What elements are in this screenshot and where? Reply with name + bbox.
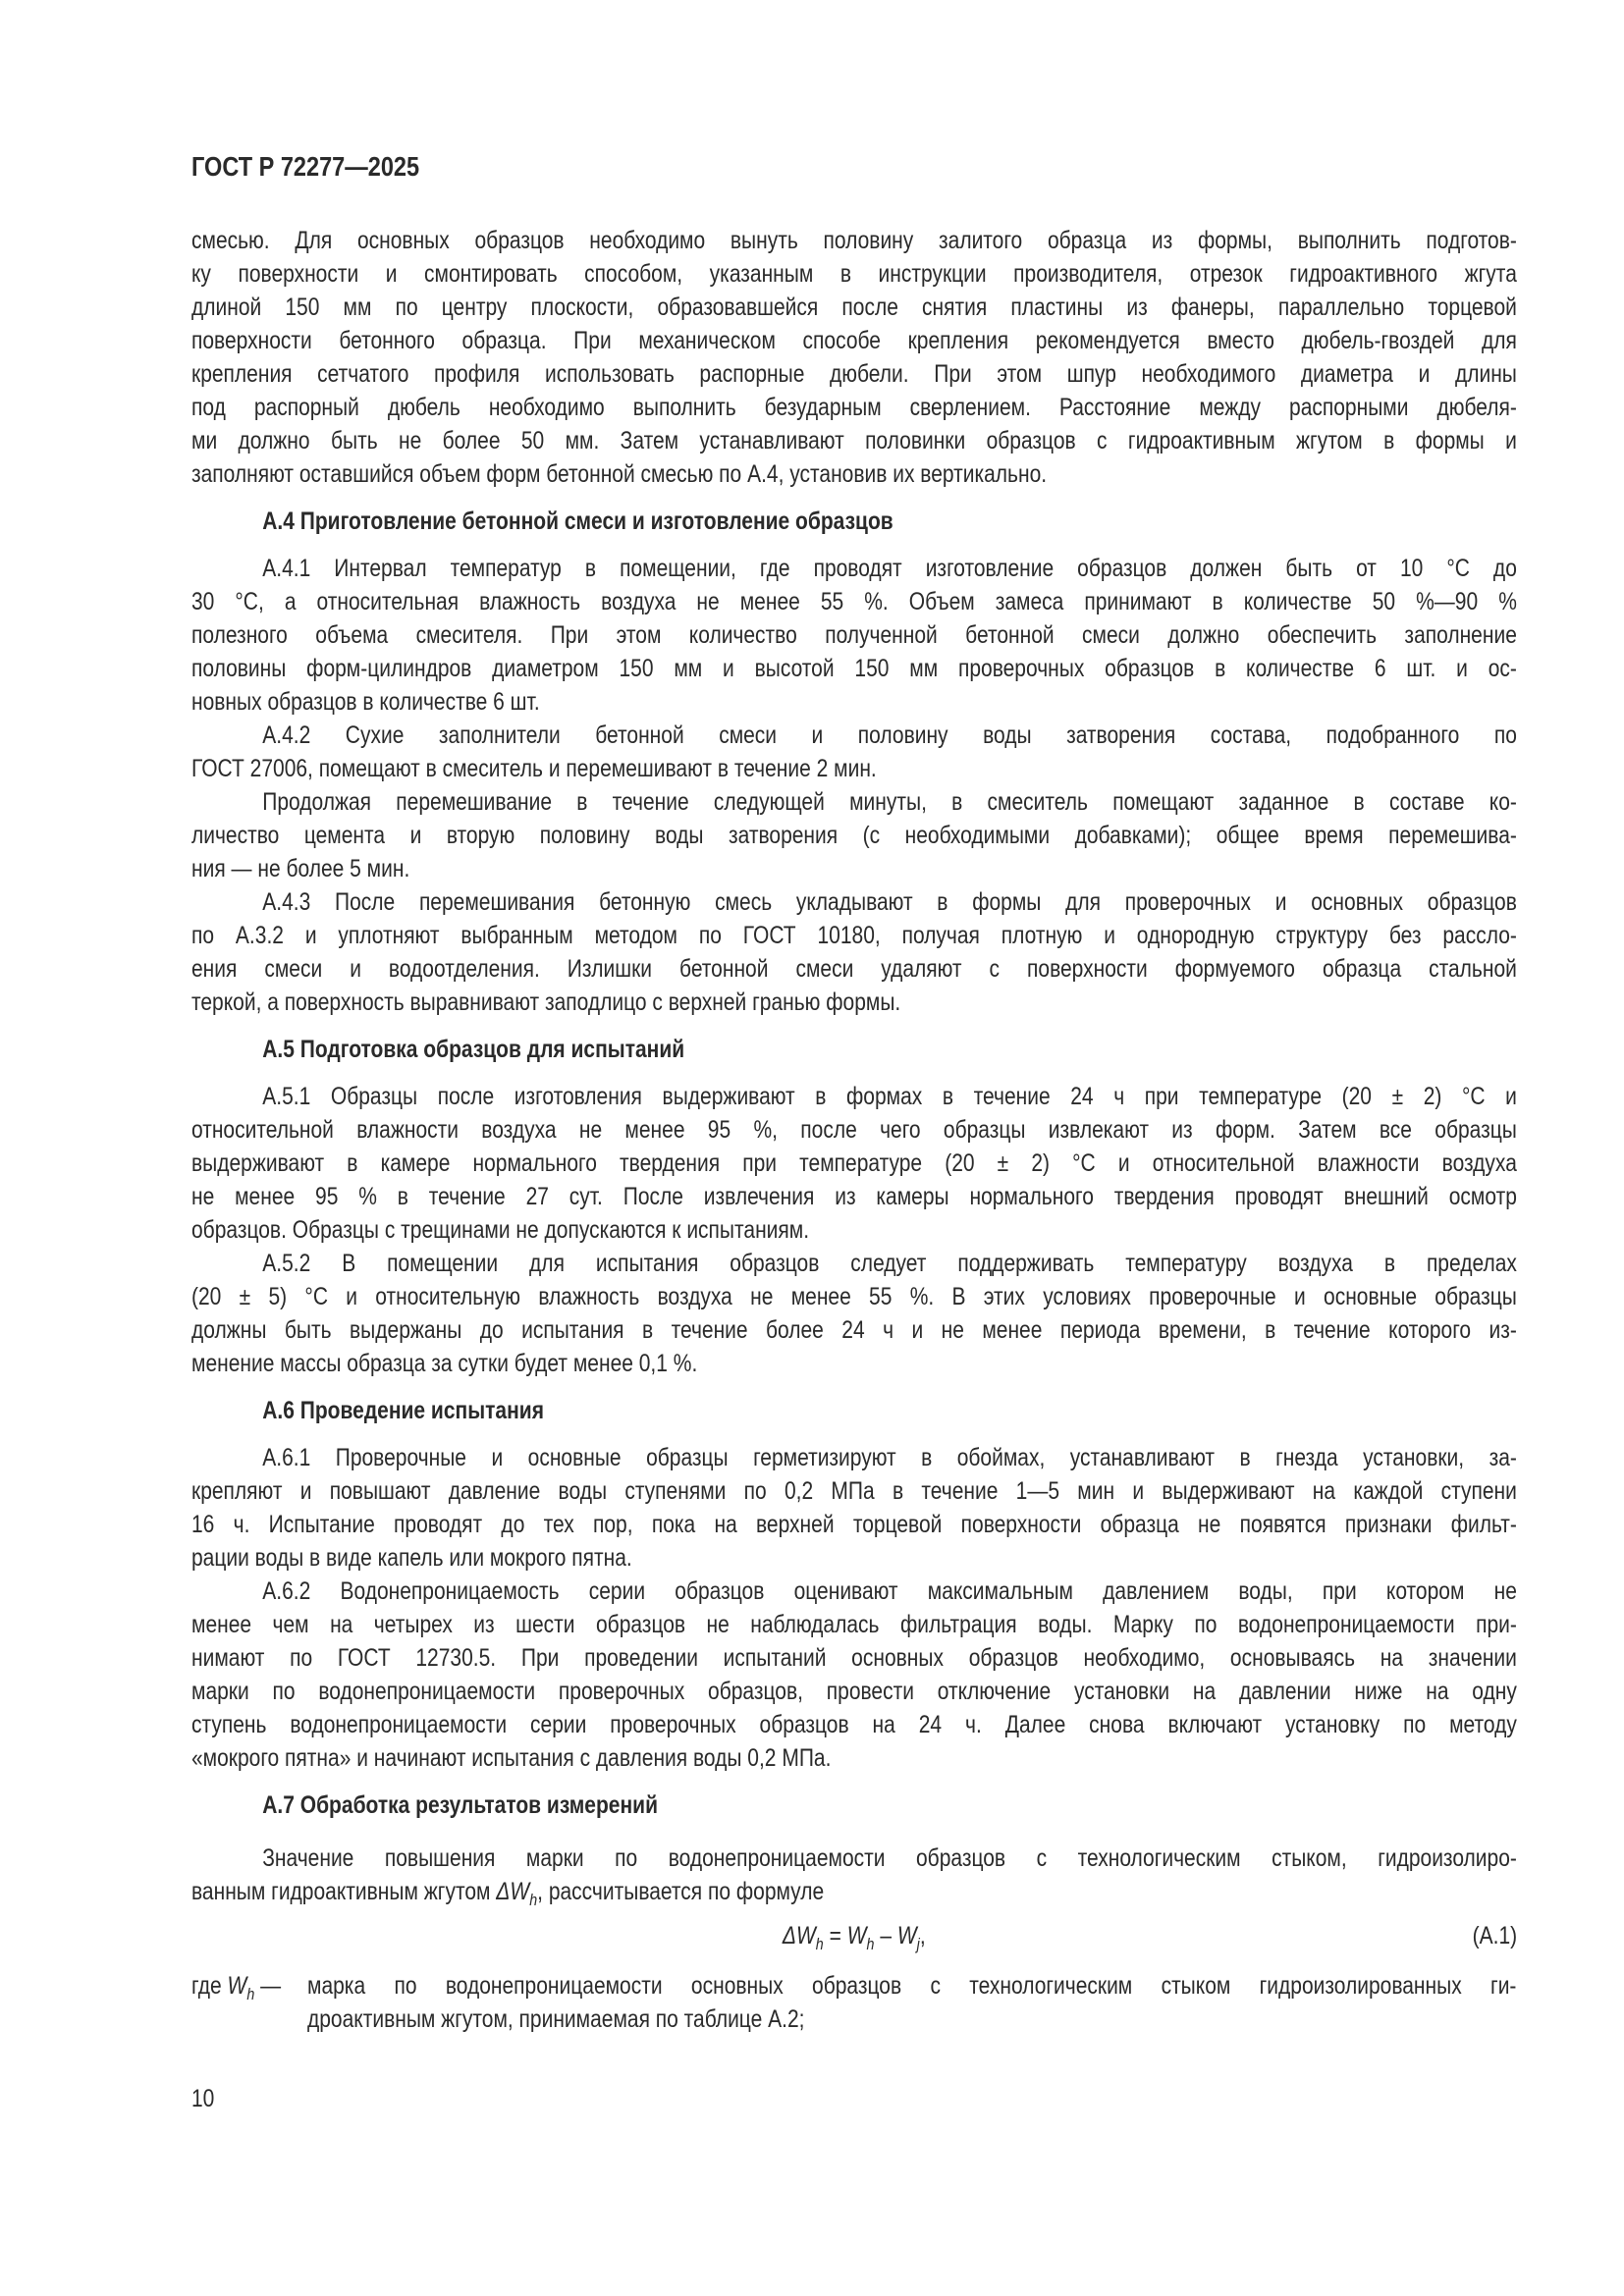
a7-intro-text: , рассчитывается по формуле — [537, 1878, 825, 1905]
formula-number: (А.1) — [1472, 1922, 1517, 1949]
text-line: выдерживают в камере нормального твердения при температуре (20 ± 2) °С и относительной влажности воздуха — [191, 1149, 1517, 1177]
where-clause — [191, 1969, 1517, 2036]
subscript: j — [916, 1935, 921, 1953]
text-line: смесью. Для основных образцов необходимо вынуть половину залитого образца из формы, выполнить подготов- — [191, 227, 1517, 254]
text-line: ния — не более 5 мин. — [191, 855, 410, 882]
heading-text: А.5 Подготовка образцов для испытаний — [262, 1036, 685, 1063]
text-line: половины форм-цилиндров диаметром 150 мм и высотой 150 мм проверочных образцов в количестве 6 шт. и ос- — [191, 655, 1517, 682]
text-line: А.5.1 Образцы после изготовления выдерживают в формах в течение 24 ч при температуре (20 ± 2) °С и — [262, 1083, 1517, 1110]
where-line-2: дроактивным жгутом, принимаемая по таблице А.2; — [307, 2005, 805, 2033]
a7-intro-text: ванным гидроактивным жгутом — [191, 1878, 497, 1905]
formula-symbol: W — [846, 1922, 867, 1949]
text-line: А.6.1 Проверочные и основные образцы герметизируют в обоймах, устанавливают в гнезда установки, за- — [262, 1444, 1517, 1471]
text-line: образцов. Образцы с трещинами не допускаются к испытаниям. — [191, 1216, 810, 1244]
text-line: теркой, а поверхность выравнивают заподлицо с верхней гранью формы. — [191, 988, 901, 1016]
a7-intro-line-1 — [191, 1842, 1517, 1875]
heading-text: А.7 Обработка результатов измерений — [262, 1791, 658, 1819]
where-line-1: марка по водонепроницаемости основных образцов с технологическим стыком гидроизолированных ги- — [307, 1972, 1517, 2000]
text-line: крепления сетчатого профиля использовать распорные дюбели. При этом шпур необходимого диаметра и длины — [191, 360, 1517, 388]
heading-text: А.4 Приготовление бетонной смеси и изготовление образцов — [262, 507, 893, 535]
text-line: личество цемента и вторую половину воды затворения (с необходимыми добавками); общее время перемешива- — [191, 822, 1517, 849]
paragraph — [191, 224, 1517, 491]
text-line: ми должно быть не более 50 мм. Затем устанавливают половинки образцов с гидроактивным жгутом в формы и — [191, 427, 1517, 454]
formula-operator: – — [874, 1922, 898, 1949]
text-line: должны быть выдержаны до испытания в течение более 24 ч и не менее периода времени, в течение которого из- — [191, 1316, 1517, 1344]
text-line: менение массы образца за сутки будет менее 0,1 %. — [191, 1350, 698, 1377]
text-line: ения смеси и водоотделения. Излишки бетонной смеси удаляют с поверхности формуемого образца стальной — [191, 955, 1517, 983]
formula-expression — [783, 1919, 926, 1952]
text-line: марки по водонепроницаемости проверочных образцов, провести отключение установки на давлении ниже на одну — [191, 1678, 1517, 1705]
paragraph — [191, 1441, 1517, 1575]
text-line: полезного объема смесителя. При этом количество полученной бетонной смеси должно обеспечить заполнение — [191, 621, 1517, 649]
text-line: ку поверхности и смонтировать способом, указанным в инструкции производителя, отрезок гидроактивного жгута — [191, 260, 1517, 288]
section-heading — [191, 1789, 1517, 1822]
text-line: А.5.2 В помещении для испытания образцов следует поддерживать температуру воздуха в пределах — [262, 1250, 1517, 1277]
paragraph — [191, 719, 1517, 785]
text-line: не менее 95 % в течение 27 сут. После извлечения из камеры нормального твердения проводят внешний осмотр — [191, 1183, 1517, 1210]
section-heading — [191, 505, 1517, 538]
text-line: ступень водонепроницаемости серии проверочных образцов на 24 ч. Далее снова включают установку по методу — [191, 1711, 1517, 1738]
formula-punctuation: , — [920, 1922, 926, 1949]
text-line: нимают по ГОСТ 12730.5. При проведении испытаний основных образцов необходимо, основываясь на значении — [191, 1644, 1517, 1672]
a7-intro-line-2 — [191, 1875, 1517, 1908]
text-blocks — [191, 224, 1517, 1822]
section-heading — [191, 1394, 1517, 1427]
text-line: поверхности бетонного образца. При механическом способе крепления рекомендуется вместо дюбель-гвоздей для — [191, 327, 1517, 354]
formula-operator: = — [823, 1922, 847, 1949]
text-line: 30 °С, а относительная влажность воздуха не менее 55 %. Объем замеса принимают в количестве 50 %—90 % — [191, 588, 1517, 615]
delta-w-symbol: ΔW — [496, 1878, 530, 1905]
formula-symbol: W — [897, 1922, 917, 1949]
text-line: рации воды в виде капель или мокрого пятна. — [191, 1544, 632, 1572]
a7-intro-text: Значение повышения марки по водонепроницаемости образцов с технологическим стыком, гидроизолиро- — [262, 1844, 1517, 1872]
subscript: h — [246, 1985, 255, 2003]
subscript: h — [816, 1935, 824, 1953]
formula-a1 — [191, 1919, 1517, 1952]
text-line: заполняют оставшийся объем форм бетонной смесью по А.4, установив их вертикально. — [191, 460, 1048, 488]
subscript: h — [529, 1891, 538, 1909]
section-heading — [191, 1033, 1517, 1066]
where-word: где — [191, 1972, 228, 2000]
text-line: ГОСТ 27006, помещают в смеситель и перемешивают в течение 2 мин. — [191, 755, 877, 782]
paragraph — [191, 885, 1517, 1019]
text-line: длиной 150 мм по центру плоскости, образовавшейся после снятия пластины из фанеры, параллельно торцевой — [191, 294, 1517, 321]
where-label — [191, 1969, 281, 2002]
paragraph — [191, 785, 1517, 885]
text-line: новных образцов в количестве 6 шт. — [191, 688, 540, 716]
text-line: А.4.1 Интервал температур в помещении, где проводят изготовление образцов должен быть от 10 °С до — [262, 555, 1517, 582]
dash: — — [254, 1972, 282, 2000]
text-line: относительной влажности воздуха не менее 95 %, после чего образцы извлекают из форм. Затем все образцы — [191, 1116, 1517, 1144]
page-number: 10 — [191, 2085, 215, 2112]
paragraph — [191, 1575, 1517, 1775]
heading-text: А.6 Проведение испытания — [262, 1397, 544, 1424]
text-line: А.6.2 Водонепроницаемость серии образцов оценивают максимальным давлением воды, при котором не — [262, 1577, 1517, 1605]
text-line: А.4.3 После перемешивания бетонную смесь укладывают в формы для проверочных и основных образцов — [262, 888, 1517, 916]
paragraph — [191, 552, 1517, 719]
paragraph — [191, 1080, 1517, 1247]
text-line: 16 ч. Испытание проводят до тех пор, пока на верхней торцевой поверхности образца не появятся признаки фильт- — [191, 1511, 1517, 1538]
text-line: А.4.2 Сухие заполнители бетонной смеси и половину воды затворения состава, подобранного по — [262, 721, 1517, 749]
w-symbol: W — [227, 1972, 247, 2000]
text-line: крепляют и повышают давление воды ступенями по 0,2 МПа в течение 1—5 мин и выдерживают на каждой ступени — [191, 1477, 1517, 1505]
text-line: «мокрого пятна» и начинают испытания с давления воды 0,2 МПа. — [191, 1744, 832, 1772]
text-line: под распорный дюбель необходимо выполнить безударным сверлением. Расстояние между распорными дюбеля- — [191, 394, 1517, 421]
paragraph — [191, 1247, 1517, 1380]
document-body — [191, 224, 1517, 2036]
text-line: (20 ± 5) °С и относительную влажность воздуха не менее 55 %. В этих условиях проверочные и основные образцы — [191, 1283, 1517, 1310]
document-header: ГОСТ Р 72277—2025 — [191, 151, 420, 182]
text-line: Продолжая перемешивание в течение следующей минуты, в смеситель помещают заданное в составе ко- — [262, 788, 1517, 816]
text-line: менее чем на четырех из шести образцов не наблюдалась фильтрация воды. Марку по водонепроницаемости при- — [191, 1611, 1517, 1638]
subscript: h — [866, 1935, 875, 1953]
text-line: по А.3.2 и уплотняют выбранным методом по ГОСТ 10180, получая плотную и однородную структуру без рассло- — [191, 922, 1517, 949]
formula-symbol: ΔW — [783, 1922, 817, 1949]
